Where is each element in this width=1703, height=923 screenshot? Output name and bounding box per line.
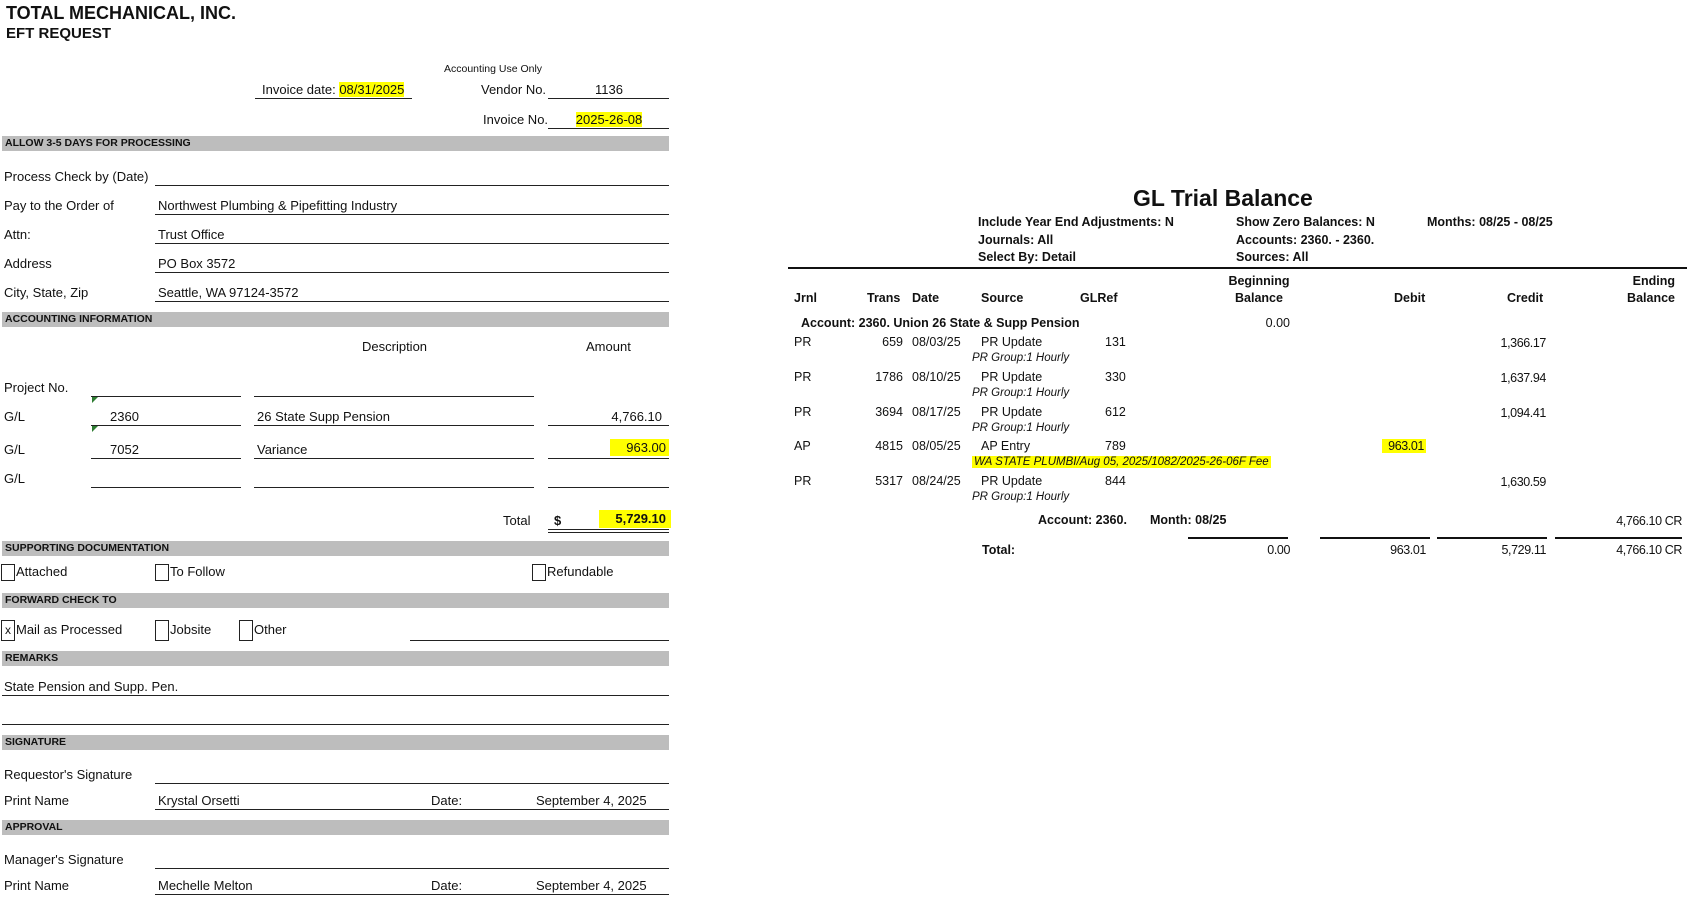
cell-flag-icon	[92, 397, 98, 403]
gl-account-line-3	[91, 487, 241, 488]
mail-as-processed-checkbox[interactable]	[1, 620, 122, 641]
tb-row-jrnl: PR	[794, 335, 812, 349]
tb-param-sources: Sources: All	[1236, 250, 1309, 264]
accounting-use-only: Accounting Use Only	[444, 63, 543, 75]
city-label: City, State, Zip	[4, 285, 89, 300]
gl-description-line-3	[254, 487, 534, 488]
gl-account-2: 7052	[110, 442, 139, 457]
tb-total-beginning: 0.00	[1267, 543, 1290, 557]
tb-title: GL Trial Balance	[1133, 185, 1313, 211]
col-glref: GLRef	[1080, 291, 1118, 305]
manager-date-label: Date:	[431, 878, 463, 893]
invoice-date-label: Invoice date:	[262, 82, 340, 97]
col-jrnl: Jrnl	[794, 291, 817, 305]
tb-param-select-by: Select By: Detail	[978, 250, 1076, 264]
mail-label: Mail as Processed	[16, 621, 123, 637]
other-label: Other	[254, 621, 287, 637]
total-value: 5,729.10	[599, 510, 671, 528]
tb-total-rule-credit	[1437, 537, 1547, 539]
project-no-line	[91, 396, 241, 397]
manager-signature-label: Manager's Signature	[4, 852, 124, 867]
section-supporting: SUPPORTING DOCUMENTATION	[2, 541, 669, 556]
tb-row-jrnl: AP	[794, 439, 811, 453]
to-follow-checkbox-box[interactable]	[155, 564, 169, 581]
tb-header-rule	[788, 267, 1687, 269]
col-beginning-2: Balance	[1235, 291, 1283, 305]
total-label: Total	[503, 513, 531, 528]
manager-print-line	[155, 894, 669, 895]
tb-row-jrnl: PR	[794, 474, 812, 488]
tb-row-glref: 789	[1105, 439, 1126, 453]
requestor-print-label: Print Name	[4, 793, 70, 808]
to-follow-checkbox[interactable]	[155, 564, 225, 581]
attached-label: Attached	[16, 564, 68, 579]
gl-amount-line-2	[548, 458, 669, 459]
tb-row-jrnl: PR	[794, 405, 812, 419]
tb-row-trans: 1786	[875, 370, 903, 384]
tb-param-zero-balances: Show Zero Balances: N	[1236, 215, 1375, 229]
process-check-line	[155, 185, 669, 186]
gl-account-1: 2360	[110, 409, 139, 424]
section-approval: APPROVAL	[2, 820, 669, 835]
description-header: Description	[362, 339, 428, 354]
pay-to-line	[155, 214, 669, 215]
tb-row-glref: 612	[1105, 405, 1126, 419]
tb-row-date: 08/05/25	[912, 439, 961, 453]
refundable-checkbox[interactable]	[532, 564, 614, 581]
forward-other-line	[410, 640, 669, 641]
col-beginning-1: Beginning	[1228, 274, 1290, 288]
col-debit: Debit	[1394, 291, 1426, 305]
requestor-date-label: Date:	[431, 793, 463, 808]
pay-to-label: Pay to the Order of	[4, 198, 114, 213]
tb-row-sub: PR Group:1 Hourly	[972, 352, 1070, 364]
attached-checkbox-box[interactable]	[1, 564, 15, 581]
gl-label-2: G/L	[4, 442, 25, 457]
tb-month-summary: Month: 08/25	[1150, 513, 1227, 527]
requestor-print-value: Krystal Orsetti	[158, 793, 240, 808]
requestor-date-value: September 4, 2025	[536, 793, 647, 808]
remarks-underline-1	[2, 695, 669, 696]
manager-signature-line	[155, 868, 669, 869]
requestor-signature-line	[155, 783, 669, 784]
tb-row-trans: 5317	[875, 474, 903, 488]
tb-param-journals: Journals: All	[978, 233, 1054, 247]
col-date: Date	[912, 291, 940, 305]
address-value: PO Box 3572	[158, 256, 236, 271]
pay-to-value: Northwest Plumbing & Pipefitting Industry	[158, 198, 398, 213]
tb-beginning-balance: 0.00	[1265, 316, 1290, 330]
tb-row-sub: PR Group:1 Hourly	[972, 422, 1070, 434]
vendor-no-value: 1136	[595, 82, 623, 97]
tb-row-date: 08/17/25	[912, 405, 961, 419]
cell-flag-icon	[92, 426, 98, 432]
section-accounting: ACCOUNTING INFORMATION	[2, 312, 669, 327]
tb-total-rule-debit	[1320, 537, 1430, 539]
address-line	[155, 272, 669, 273]
tb-row-source: PR Update	[981, 474, 1043, 488]
tb-row-sub: PR Group:1 Hourly	[972, 387, 1070, 399]
tb-total-credit: 5,729.11	[1501, 543, 1546, 557]
tb-row-debit: 963.01	[1382, 439, 1426, 453]
col-credit: Credit	[1507, 291, 1544, 305]
tb-row-sub: PR Group:1 Hourly	[972, 491, 1070, 503]
gl-account-line-2	[91, 458, 241, 459]
gl-description-1: 26 State Supp Pension	[257, 409, 390, 424]
tb-summary-ending: 4,766.10 CR	[1616, 514, 1682, 528]
tb-param-months: Months: 08/25 - 08/25	[1427, 215, 1553, 229]
gl-amount-line-1	[548, 425, 669, 426]
refundable-label: Refundable	[547, 564, 614, 579]
col-ending-2: Balance	[1627, 291, 1675, 305]
tb-row-trans: 659	[882, 335, 903, 349]
col-source: Source	[981, 291, 1024, 305]
tb-row-date: 08/03/25	[912, 335, 961, 349]
invoice-date-underline	[255, 98, 412, 99]
mail-checkbox-box[interactable]: x	[1, 620, 15, 641]
tb-row-trans: 3694	[875, 405, 903, 419]
vendor-no-underline	[548, 98, 669, 99]
tb-total-rule-ending	[1555, 537, 1682, 539]
amount-header: Amount	[586, 339, 631, 354]
requestor-print-line	[155, 809, 669, 810]
col-ending-1: Ending	[1632, 274, 1675, 288]
tb-row-sub: WA STATE PLUMBI/Aug 05, 2025/1082/2025-26-06F Fee	[974, 456, 1269, 468]
to-follow-label: To Follow	[170, 564, 225, 579]
form-title: EFT REQUEST	[6, 25, 112, 42]
company-name: TOTAL MECHANICAL, INC.	[6, 3, 236, 23]
total-double-line	[548, 532, 669, 533]
invoice-date	[262, 82, 404, 97]
attn-value: Trust Office	[158, 227, 225, 242]
total-line	[548, 529, 669, 530]
tb-row-jrnl: PR	[794, 370, 812, 384]
project-no-label: Project No.	[4, 380, 69, 395]
city-value: Seattle, WA 97124-3572	[158, 285, 299, 300]
tb-row-glref: 131	[1105, 335, 1126, 349]
gl-description-line-2	[254, 458, 534, 459]
manager-date-value: September 4, 2025	[536, 878, 647, 893]
tb-row-credit: 1,637.94	[1500, 371, 1546, 385]
tb-account-line: Account: 2360. Union 26 State & Supp Pension	[801, 316, 1080, 330]
invoice-no-underline	[548, 128, 669, 129]
section-signature: SIGNATURE	[2, 735, 669, 750]
gl-label-1: G/L	[4, 409, 25, 424]
tb-account-summary: Account: 2360.	[1038, 513, 1127, 527]
tb-row-trans: 4815	[875, 439, 903, 453]
gl-amount-2: 963.00	[610, 439, 669, 456]
section-remarks: REMARKS	[2, 651, 669, 666]
tb-row-date: 08/10/25	[912, 370, 961, 384]
invoice-no-value: 2025-26-08	[575, 112, 643, 127]
tb-total-ending: 4,766.10 CR	[1616, 543, 1682, 557]
tb-row-credit: 1,094.41	[1500, 406, 1546, 420]
other-checkbox-box[interactable]	[239, 620, 253, 641]
tb-total-rule-beginning	[1188, 537, 1288, 539]
project-desc-line	[254, 396, 534, 397]
jobsite-label: Jobsite	[170, 621, 212, 637]
refundable-checkbox-box[interactable]	[532, 564, 546, 581]
jobsite-checkbox-box[interactable]	[155, 620, 169, 641]
gl-description-2: Variance	[257, 442, 308, 457]
tb-row-source: AP Entry	[981, 439, 1031, 453]
gl-description-line-1	[254, 425, 534, 426]
invoice-date-value: 08/31/2025	[339, 82, 405, 97]
section-forward: FORWARD CHECK TO	[2, 593, 669, 608]
manager-print-value: Mechelle Melton	[158, 878, 253, 893]
city-line	[155, 301, 669, 302]
tb-row-glref: 330	[1105, 370, 1126, 384]
process-check-label: Process Check by (Date)	[4, 169, 149, 184]
gl-amount-1: 4,766.10	[611, 409, 662, 424]
tb-row-source: PR Update	[981, 370, 1043, 384]
requestor-signature-label: Requestor's Signature	[4, 767, 133, 782]
tb-row-source: PR Update	[981, 405, 1043, 419]
tb-row-date: 08/24/25	[912, 474, 961, 488]
tb-row-glref: 844	[1105, 474, 1126, 488]
col-trans: Trans	[867, 291, 901, 305]
tb-total-label: Total:	[982, 543, 1016, 557]
gl-label-3: G/L	[4, 471, 25, 486]
other-checkbox[interactable]	[239, 620, 287, 641]
section-processing: ALLOW 3-5 DAYS FOR PROCESSING	[2, 136, 669, 151]
total-currency: $	[554, 513, 562, 528]
tb-row-credit: 1,366.17	[1500, 336, 1546, 350]
vendor-no-label: Vendor No.	[481, 82, 547, 97]
tb-param-year-end: Include Year End Adjustments: N	[978, 215, 1174, 229]
manager-print-label: Print Name	[4, 878, 70, 893]
address-label: Address	[4, 256, 52, 271]
attn-line	[155, 243, 669, 244]
remarks-line-1: State Pension and Supp. Pen.	[4, 679, 179, 694]
gl-amount-line-3	[548, 487, 669, 488]
remarks-underline-2	[2, 724, 669, 725]
attached-checkbox[interactable]	[1, 564, 67, 581]
jobsite-checkbox[interactable]	[155, 620, 211, 641]
gl-account-line-1	[91, 425, 241, 426]
tb-param-accounts: Accounts: 2360. - 2360.	[1236, 233, 1375, 247]
tb-row-source: PR Update	[981, 335, 1043, 349]
tb-total-debit: 963.01	[1390, 543, 1426, 557]
attn-label: Attn:	[4, 227, 31, 242]
tb-row-credit: 1,630.59	[1500, 475, 1546, 489]
invoice-no-label: Invoice No.	[483, 112, 549, 127]
